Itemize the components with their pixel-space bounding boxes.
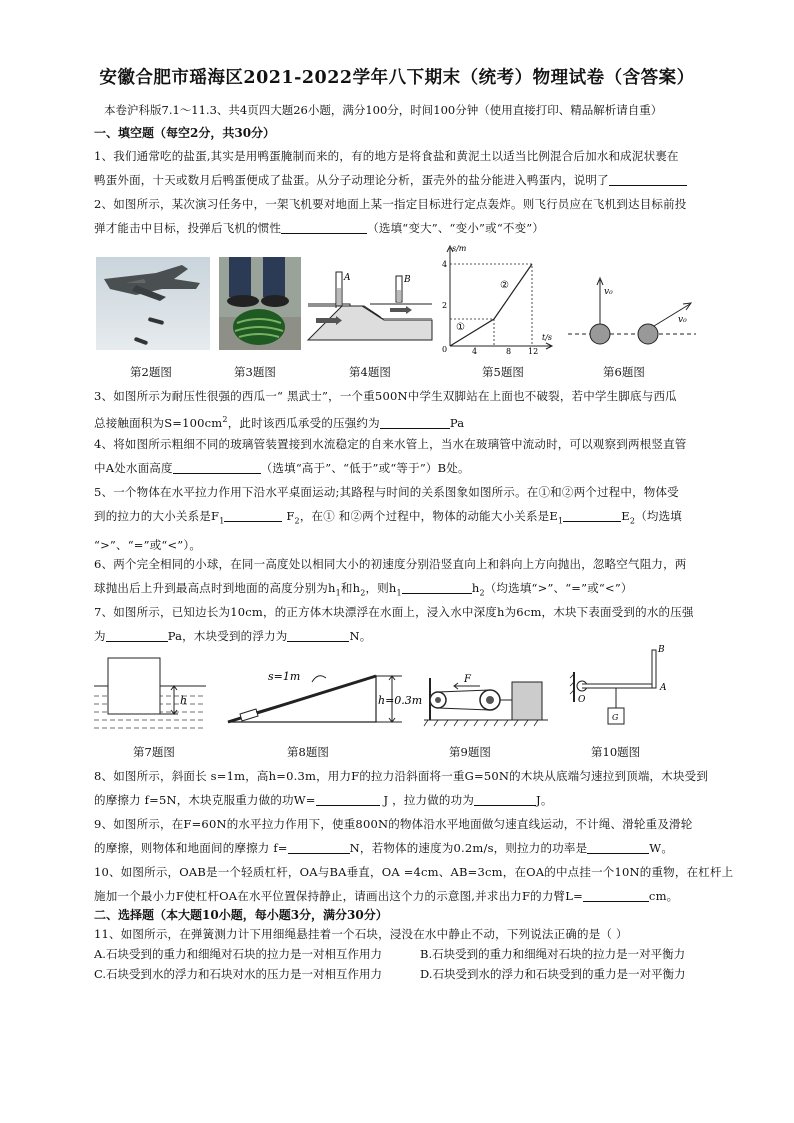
q8-blank-work[interactable] xyxy=(316,791,380,806)
q8-line2: 的摩擦力 f=5N，木块克服重力做的功W= xyxy=(94,793,316,807)
caption-fig10: 第10题图 xyxy=(591,745,641,759)
q7-unit: N。 xyxy=(349,629,372,643)
q8-blank-pull-work[interactable] xyxy=(474,791,536,806)
fig5-tick-x4: 4 xyxy=(472,347,478,356)
fig4-label-a: A xyxy=(344,273,351,283)
figure-6-two-balls xyxy=(566,268,698,350)
q9-blank-power[interactable] xyxy=(587,839,649,854)
q4-line1: 4、将如图所示粗细不同的玻璃管装置接到水流稳定的自来水管上，当水在玻璃管中流动时，可以观察到两根竖直管 xyxy=(94,437,687,451)
q5-blank-force[interactable] xyxy=(224,507,282,522)
figure-4-glass-pipes xyxy=(306,262,432,346)
q10-line2: 施加一个最小力F使杠杆OA在水平位置保持静止，请画出这个力的示意图,并求出力F的力臂L= xyxy=(94,889,583,903)
question-1 xyxy=(94,144,704,192)
figure-2-airplane-photo xyxy=(96,257,210,350)
fig5-tick-y4: 4 xyxy=(442,260,448,269)
q3-line1: 3、如图所示为耐压性很强的西瓜一“ 黑武士”，一个重500N中学生双脚站在上面也不破裂，若中学生脚底与西瓜 xyxy=(94,389,677,403)
q6-answer-blank[interactable] xyxy=(402,579,472,594)
caption-fig7: 第7题图 xyxy=(133,745,175,759)
caption-fig3: 第3题图 xyxy=(234,365,276,379)
figure-5-st-graph xyxy=(434,244,558,354)
q3-answer-blank[interactable] xyxy=(380,414,450,429)
q7-line1: 7、如图所示，已知边长为10cm，的正方体木块漂浮在水面上，浸入水中深度h为6cm，木块下表面受到的水的压强 xyxy=(94,605,694,619)
question-5 xyxy=(94,480,704,557)
figure-8-incline xyxy=(226,664,423,730)
q6-sub-2: 2 xyxy=(360,588,366,598)
fig8-label-s: s=1m xyxy=(268,670,301,683)
question-11 xyxy=(94,922,704,946)
fig10-label-b: B xyxy=(658,645,665,655)
fig6-velocity-2: v₀ xyxy=(678,315,687,325)
q7-line2-b: Pa，木块受到的浮力为 xyxy=(167,629,288,643)
section-multiple-choice: 二、选择题（本大题10小题，每小题3分，满分30分） xyxy=(94,908,388,922)
question-8 xyxy=(94,764,709,812)
question-7 xyxy=(94,600,704,648)
fig5-tick-x12: 12 xyxy=(528,347,539,356)
q5-sub-e2: 2 xyxy=(629,516,636,526)
fig5-tick-x8: 8 xyxy=(506,347,512,356)
q6-sub-1: 1 xyxy=(335,588,341,598)
q6-line1: 6、两个完全相同的小球，在同一高度处以相同大小的初速度分别沿竖直向上和斜向上方向抛出，忽略空气阻力，两 xyxy=(94,557,687,571)
q5-line2-c: ，在① 和②两个过程中，物体的动能大小关系是E xyxy=(299,509,558,523)
figure-10-lever xyxy=(572,642,676,734)
figure-9-pulley xyxy=(424,664,548,726)
q2-line1: 2、如图所示，某次演习任务中，一架飞机要对地面上某一指定目标进行定点轰炸。则飞行员应在飞机到达目标前投 xyxy=(94,197,687,211)
q7-blank-pressure[interactable] xyxy=(106,627,168,642)
fig7-label-h: h xyxy=(180,694,188,707)
caption-fig8: 第8题图 xyxy=(287,745,329,759)
q5-f2: F xyxy=(286,509,295,523)
q5-line2-e: （均选填 xyxy=(635,509,682,523)
caption-fig5: 第5题图 xyxy=(482,365,524,379)
q9-line1: 9、如图所示，在F=60N的水平拉力作用下，使重800N的物体沿水平地面做匀速直线运动，不计绳、滑轮重及滑轮 xyxy=(94,817,693,831)
q4-line2: 中A处水面高度 xyxy=(94,461,173,475)
figure-3-watermelon-photo xyxy=(219,257,301,350)
q7-blank-buoyancy[interactable] xyxy=(287,627,349,642)
q3-superscript: 2 xyxy=(222,415,228,424)
q6-line2-c: ，则h xyxy=(365,581,397,595)
q9-unit: W。 xyxy=(649,841,674,855)
q5-sub-f2: 2 xyxy=(294,516,300,526)
question-2 xyxy=(94,192,704,240)
q6-line2-b: 和h xyxy=(340,581,361,595)
question-3 xyxy=(94,384,704,435)
question-10 xyxy=(94,860,734,908)
q1-line2: 鸭蛋外面，十天或数月后鸭蛋便成了盐蛋。从分子动理论分析，蛋壳外的盐分能进入鸭蛋内，说明了 xyxy=(94,173,609,187)
question-4 xyxy=(94,432,704,480)
q1-answer-blank[interactable] xyxy=(609,171,687,186)
q6-line2: 球抛出后上升到最高点时到地面的高度分别为h xyxy=(94,581,336,595)
q2-line2-options: （选填“变大”、“变小”或“不变”） xyxy=(367,221,545,235)
q2-answer-blank[interactable] xyxy=(281,219,367,234)
question-9 xyxy=(94,812,704,860)
q11-option-c[interactable]: C.石块受到水的浮力和石块对水的压力是一对相互作用力 xyxy=(94,967,383,981)
q7-line2: 为 xyxy=(94,629,106,643)
caption-fig4: 第4题图 xyxy=(349,365,391,379)
q6-sub-4: 2 xyxy=(479,588,485,598)
fig6-velocity-1: v₀ xyxy=(604,287,613,297)
fig5-segment-2: ② xyxy=(500,280,509,291)
q3-line2: 总接触面积为S=100cm xyxy=(94,415,223,430)
q5-sub-e1: 1 xyxy=(557,516,564,526)
q9-line2: 的摩擦，则物体和地面间的摩擦力 f= xyxy=(94,841,288,855)
fig5-tick-origin: 0 xyxy=(442,345,448,354)
fig8-label-h: h=0.3m xyxy=(378,694,423,707)
q4-line2-options: （选填“高于”、“低于”或“等于”）B处。 xyxy=(260,461,470,475)
fig5-segment-1: ① xyxy=(456,322,465,333)
q3-unit: Pa xyxy=(449,415,465,430)
q11-stem: 11、如图所示，在弹簧测力计下用细绳悬挂着一个石块，浸没在水中静止不动，下列说法正确的是（ ） xyxy=(94,927,628,941)
fig5-tick-y2: 2 xyxy=(442,301,448,310)
q11-option-b[interactable]: B.石块受到的重力和细绳对石块的拉力是一对平衡力 xyxy=(420,947,686,961)
q5-line2: 到的拉力的大小关系是F xyxy=(94,509,220,523)
fig4-label-b: B xyxy=(404,275,411,285)
question-6 xyxy=(94,552,704,605)
figure-7-floating-cube xyxy=(94,652,206,734)
q5-blank-energy[interactable] xyxy=(563,507,621,522)
fig10-label-g: G xyxy=(612,713,619,722)
q11-option-d[interactable]: D.石块受到水的浮力和石块受到的重力是一对平衡力 xyxy=(420,967,686,981)
q8-unit: J。 xyxy=(536,793,553,807)
q5-sub-f1: 1 xyxy=(219,516,225,526)
section-fill-in: 一、填空题（每空2分，共30分） xyxy=(94,126,276,140)
fig10-label-o: O xyxy=(578,695,586,705)
q5-e2: E xyxy=(621,509,630,523)
q2-line2: 弹才能击中目标，投弹后飞机的惯性 xyxy=(94,221,282,235)
q5-line1: 5、一个物体在水平拉力作用下沿水平桌面运动;其路程与时间的关系图象如图所示。在①和②两个过程中，物体受 xyxy=(94,485,679,499)
q6-sub-3: 1 xyxy=(396,588,402,598)
q9-blank-friction[interactable] xyxy=(288,839,350,854)
exam-info: 本卷沪科版7.1～11.3、共4页四大题26小题，满分100分，时间100分钟（使用直接打印、精品解析请自重） xyxy=(104,103,663,117)
caption-fig2: 第2题图 xyxy=(130,365,172,379)
q4-answer-blank[interactable] xyxy=(173,459,261,474)
q8-line2-b: J ，拉力做的功为 xyxy=(383,793,475,807)
q9-line2-b: N，若物体的速度为0.2m/s，则拉力的功率是 xyxy=(349,841,588,855)
q5-line3: “>”、“=”或“<”）。 xyxy=(94,538,202,553)
fig9-label-f: F xyxy=(464,674,471,685)
q10-unit: cm。 xyxy=(648,889,679,903)
caption-fig6: 第6题图 xyxy=(603,365,645,379)
page-title: 安徽合肥市瑶海区2021-2022学年八下期末（统考）物理试卷（含答案） xyxy=(99,68,695,88)
q8-line1: 8、如图所示，斜面长 s=1m，高h=0.3m，用力F的拉力沿斜面将一重G=50N的木块从底端匀速拉到顶端，木块受到 xyxy=(94,769,709,783)
caption-fig9: 第9题图 xyxy=(449,745,491,759)
q6-line2-e: （均选填“>”、“=”或“<”） xyxy=(484,581,633,595)
fig10-label-a: A xyxy=(660,683,667,693)
q3-line2-b: ，此时该西瓜承受的压强约为 xyxy=(227,415,380,430)
fig5-xlabel: t/s xyxy=(542,333,553,342)
q11-option-a[interactable]: A.石块受到的重力和细绳对石块的拉力是一对相互作用力 xyxy=(94,947,382,961)
q1-line1: 1、我们通常吃的盐蛋,其实是用鸭蛋腌制而来的，有的地方是将食盐和黄泥土以适当比例混合后加水和成泥状裹在 xyxy=(94,149,679,163)
q10-answer-blank[interactable] xyxy=(583,887,649,902)
q6-h2: h xyxy=(471,581,480,595)
q10-line1: 10、如图所示，OAB是一个轻质杠杆，OA与BA垂直，OA =4cm、AB=3cm，在OA的中点挂一个10N的重物，在杠杆上 xyxy=(94,865,734,879)
fig5-ylabel: s/m xyxy=(452,244,467,253)
